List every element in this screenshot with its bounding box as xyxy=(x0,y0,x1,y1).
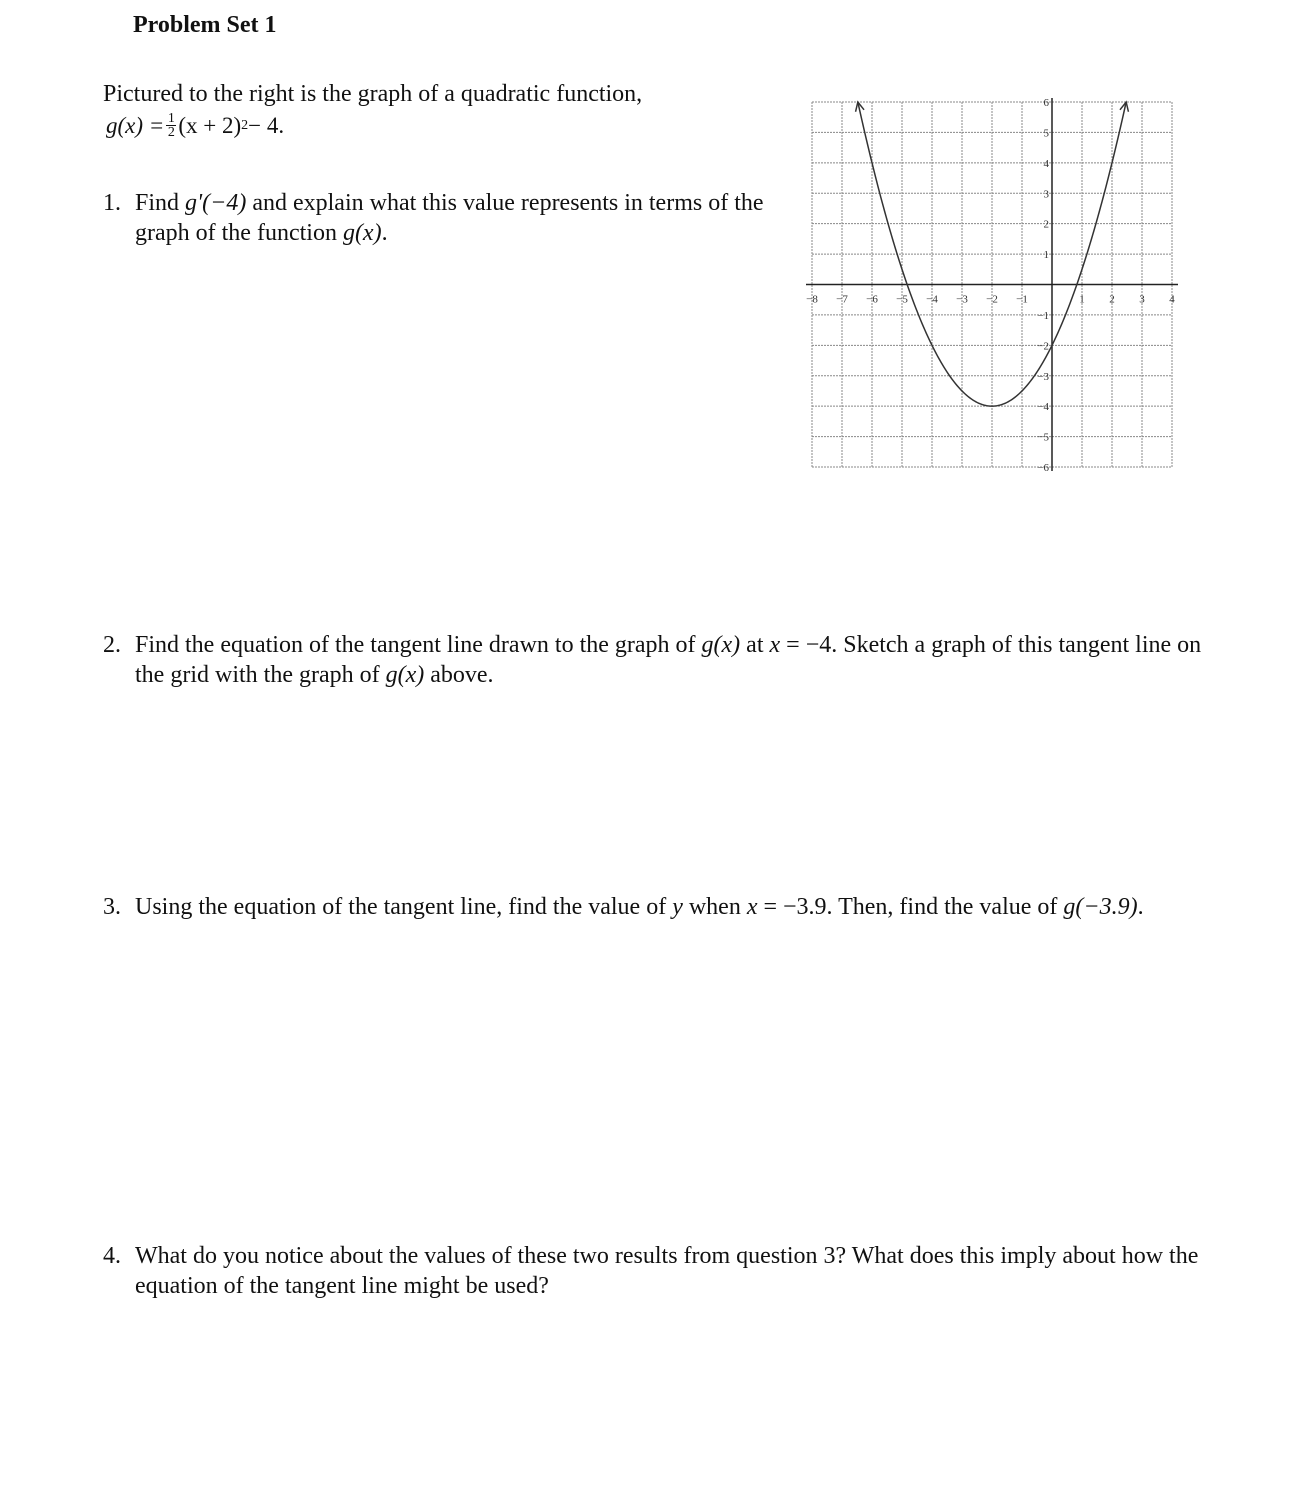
y-tick-label: 5 xyxy=(1043,127,1049,140)
formula-fraction: $\frac{1}{2}$ xyxy=(167,111,175,140)
question-number: 3. xyxy=(103,894,121,920)
x-tick-label: −6 xyxy=(866,293,878,306)
question-number: 4. xyxy=(103,1243,121,1269)
y-tick-label: −2 xyxy=(1037,340,1049,353)
x-tick-label: −5 xyxy=(896,293,908,306)
x-tick-label: −1 xyxy=(1016,293,1028,306)
formula-rhs: (x + 2) xyxy=(178,112,242,138)
x-tick-label: −4 xyxy=(926,293,938,306)
question-number: 2. xyxy=(103,632,121,658)
x-tick-label: −8 xyxy=(806,293,818,306)
x-tick-label: −2 xyxy=(986,293,998,306)
x-tick-label: −7 xyxy=(836,293,848,306)
x-tick-label: 3 xyxy=(1139,293,1145,306)
x-tick-label: 4 xyxy=(1169,293,1175,306)
x-tick-label: −3 xyxy=(956,293,968,306)
y-tick-label: −4 xyxy=(1037,401,1049,414)
formula-lhs: g(x) = xyxy=(106,112,165,138)
y-tick-label: −6 xyxy=(1037,462,1049,474)
intro-text: Pictured to the right is the graph of a quadratic function, xyxy=(103,81,643,107)
question-2: 2. Find the equation of the tangent line drawn to the graph of g(x) at x = −4. Sketch a graph of this tangent line on the grid with the graph of g(x) above. xyxy=(103,632,1202,688)
y-tick-label: 2 xyxy=(1043,218,1049,231)
derivative-expression: g'(−4) xyxy=(185,190,247,216)
y-tick-label: 4 xyxy=(1043,157,1049,170)
question-4: 4. What do you notice about the values of these two results from question 3? What does this imply about how the equation of the tangent line might be used? xyxy=(103,1243,1199,1299)
y-tick-label: −1 xyxy=(1037,309,1049,322)
y-tick-label: 6 xyxy=(1043,97,1049,109)
y-tick-label: −5 xyxy=(1037,431,1049,444)
y-tick-label: 3 xyxy=(1043,188,1049,201)
y-tick-label: 1 xyxy=(1043,249,1049,262)
function-formula xyxy=(106,112,284,139)
question-3: 3. Using the equation of the tangent line, find the value of y when x = −3.9. Then, find the value of g(−3.9). xyxy=(103,894,1144,920)
y-tick-label: −3 xyxy=(1037,370,1049,383)
quadratic-graph xyxy=(800,92,1180,477)
question-1: 1. Find g'(−4) and explain what this value represents in terms of the graph of the function g(x). xyxy=(103,190,764,246)
formula-exponent: 2 xyxy=(241,117,249,133)
page-title: Problem Set 1 xyxy=(133,12,277,38)
question-number: 1. xyxy=(103,190,121,216)
x-tick-label: 1 xyxy=(1079,293,1085,306)
x-tick-label: 2 xyxy=(1109,293,1115,306)
formula-tail: − 4. xyxy=(248,112,285,138)
